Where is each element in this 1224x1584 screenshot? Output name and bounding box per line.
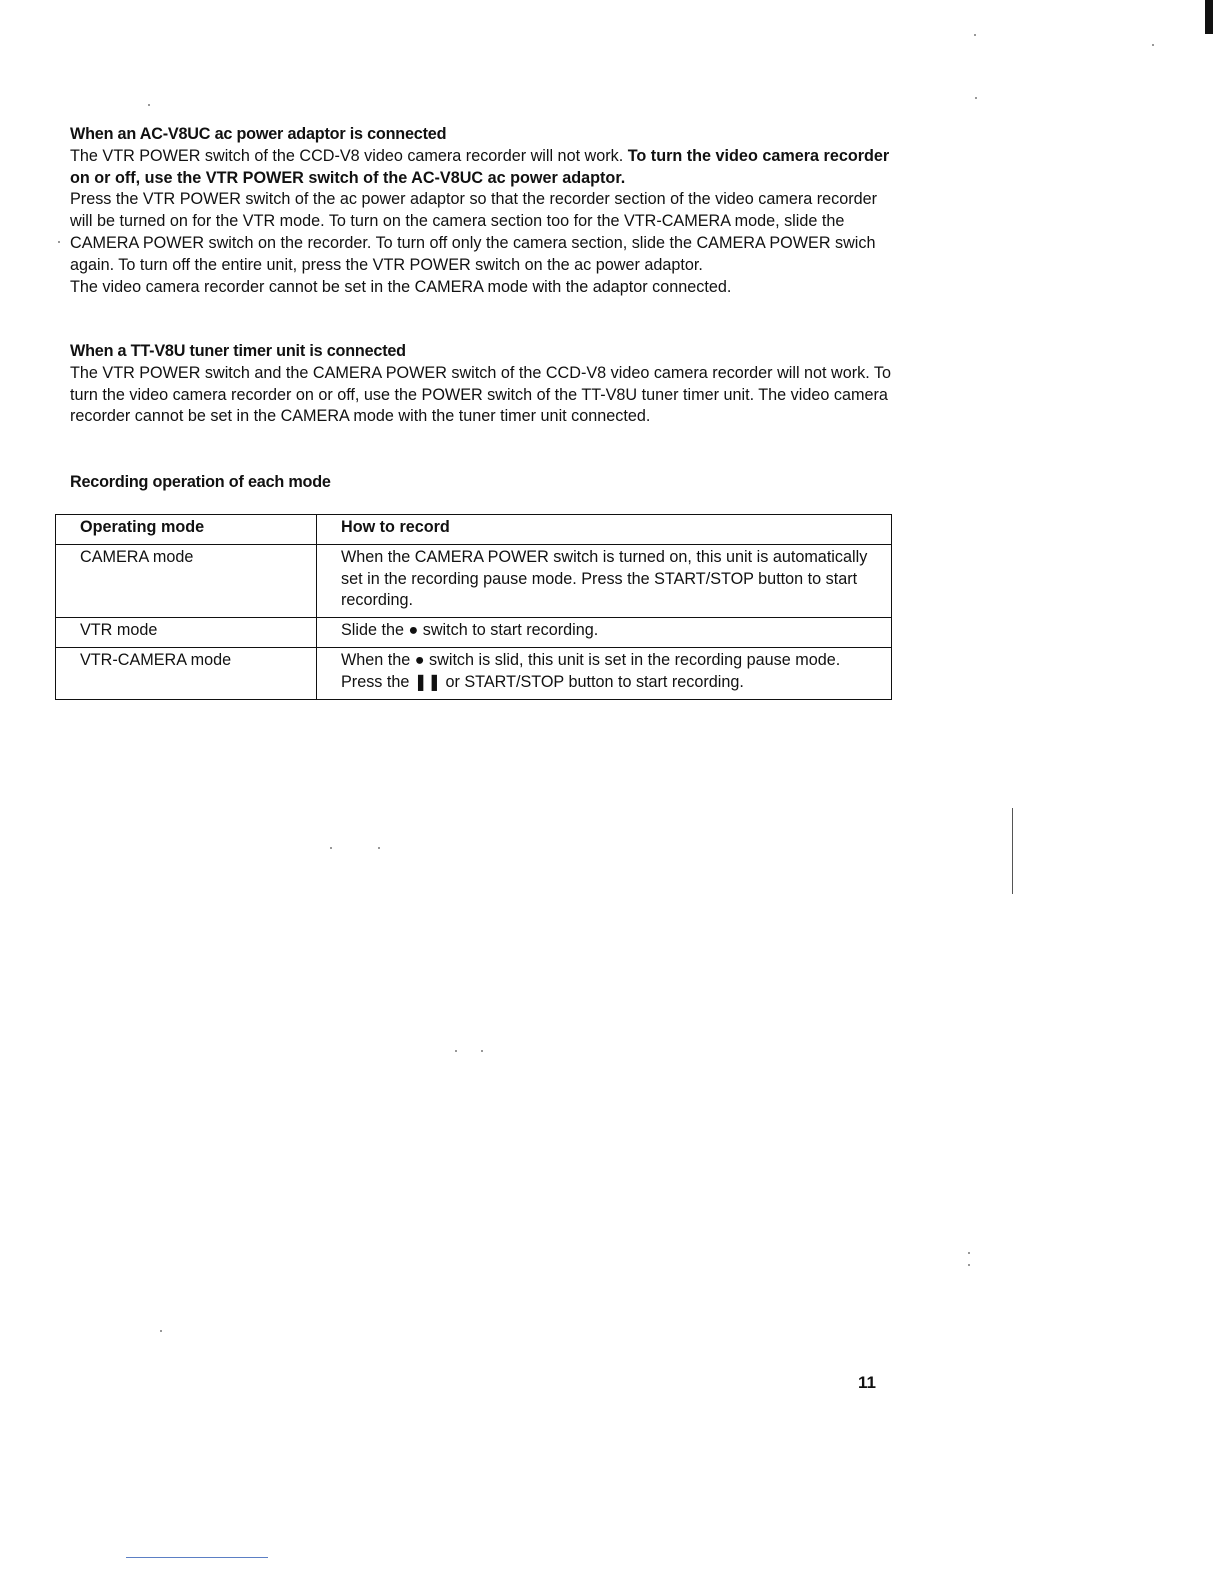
scan-speck [1152, 44, 1154, 46]
row-mode-vtr-camera: VTR-CAMERA mode [56, 647, 317, 699]
scan-speck [330, 847, 332, 849]
ac-adaptor-p1-plain: The VTR POWER switch of the CCD-V8 video camera recorder will not work. [70, 146, 628, 165]
tuner-timer-paragraph: The VTR POWER switch and the CAMERA POWER switch of the CCD-V8 video camera recorder will not work. To turn the video camera recorder on or off, use the POWER switch of the TT-V8U tuner timer unit. The video camera recorder cannot be set in the CAMERA mode with the tuner timer unit connected. [70, 363, 892, 426]
row-mode-camera: CAMERA mode [56, 544, 317, 617]
row-how-camera: When the CAMERA POWER switch is turned on, this unit is automatically set in the recording pause mode. Press the START/STOP button to start recording. [317, 544, 892, 617]
tuner-timer-heading: When a TT-V8U tuner timer unit is connected [70, 342, 406, 360]
recording-section [70, 472, 900, 494]
row-how-vtr-camera: When the ● switch is slid, this unit is set in the recording pause mode. Press the ❚❚ or START/STOP button to start recording. [317, 647, 892, 699]
scan-speck [160, 1330, 162, 1332]
scan-edge-mark [1205, 0, 1213, 34]
recording-heading: Recording operation of each mode [70, 473, 331, 491]
table-row [56, 647, 892, 699]
scan-speck [974, 34, 976, 36]
table-row [56, 618, 892, 648]
scan-margin-line [1012, 808, 1013, 894]
scan-speck [455, 1050, 457, 1052]
row-how-vtr: Slide the ● switch to start recording. [317, 618, 892, 648]
bottom-rule [126, 1557, 268, 1558]
row-mode-vtr: VTR mode [56, 618, 317, 648]
ac-adaptor-p1-bold: To turn the video camera recorder on or off, use the VTR POWER switch of the AC-V8UC ac power adaptor. [70, 146, 890, 187]
ac-adaptor-paragraph-1 [70, 146, 900, 190]
scan-speck [968, 1252, 970, 1254]
scan-speck [58, 241, 60, 243]
scan-speck [148, 104, 150, 106]
header-how-to-record: How to record [317, 515, 892, 545]
scan-speck [975, 97, 977, 99]
table-row [56, 544, 892, 617]
page-number: 11 [858, 1373, 876, 1392]
table-header-row [56, 515, 892, 545]
ac-adaptor-paragraph-2: Press the VTR POWER switch of the ac power adaptor so that the recorder section of the video camera recorder will be turned on for the VTR mode. To turn on the camera section too for the VTR-CAMERA mode, slide the CAMERA POWER switch on the recorder. To turn off only the camera section, slide the CAMERA POWER swich again. To turn off the entire unit, press the VTR POWER switch on the ac power adaptor. [70, 190, 878, 274]
tuner-timer-section [70, 341, 900, 428]
ac-adaptor-paragraph-3: The video camera recorder cannot be set in the CAMERA mode with the adaptor connected. [70, 277, 732, 296]
recording-modes-table [55, 514, 892, 700]
scan-speck [968, 1264, 970, 1266]
ac-adaptor-heading: When an AC-V8UC ac power adaptor is connected [70, 125, 447, 143]
ac-adaptor-section [70, 124, 900, 298]
scan-speck [481, 1050, 483, 1052]
header-operating-mode: Operating mode [56, 515, 317, 545]
scan-speck [378, 847, 380, 849]
